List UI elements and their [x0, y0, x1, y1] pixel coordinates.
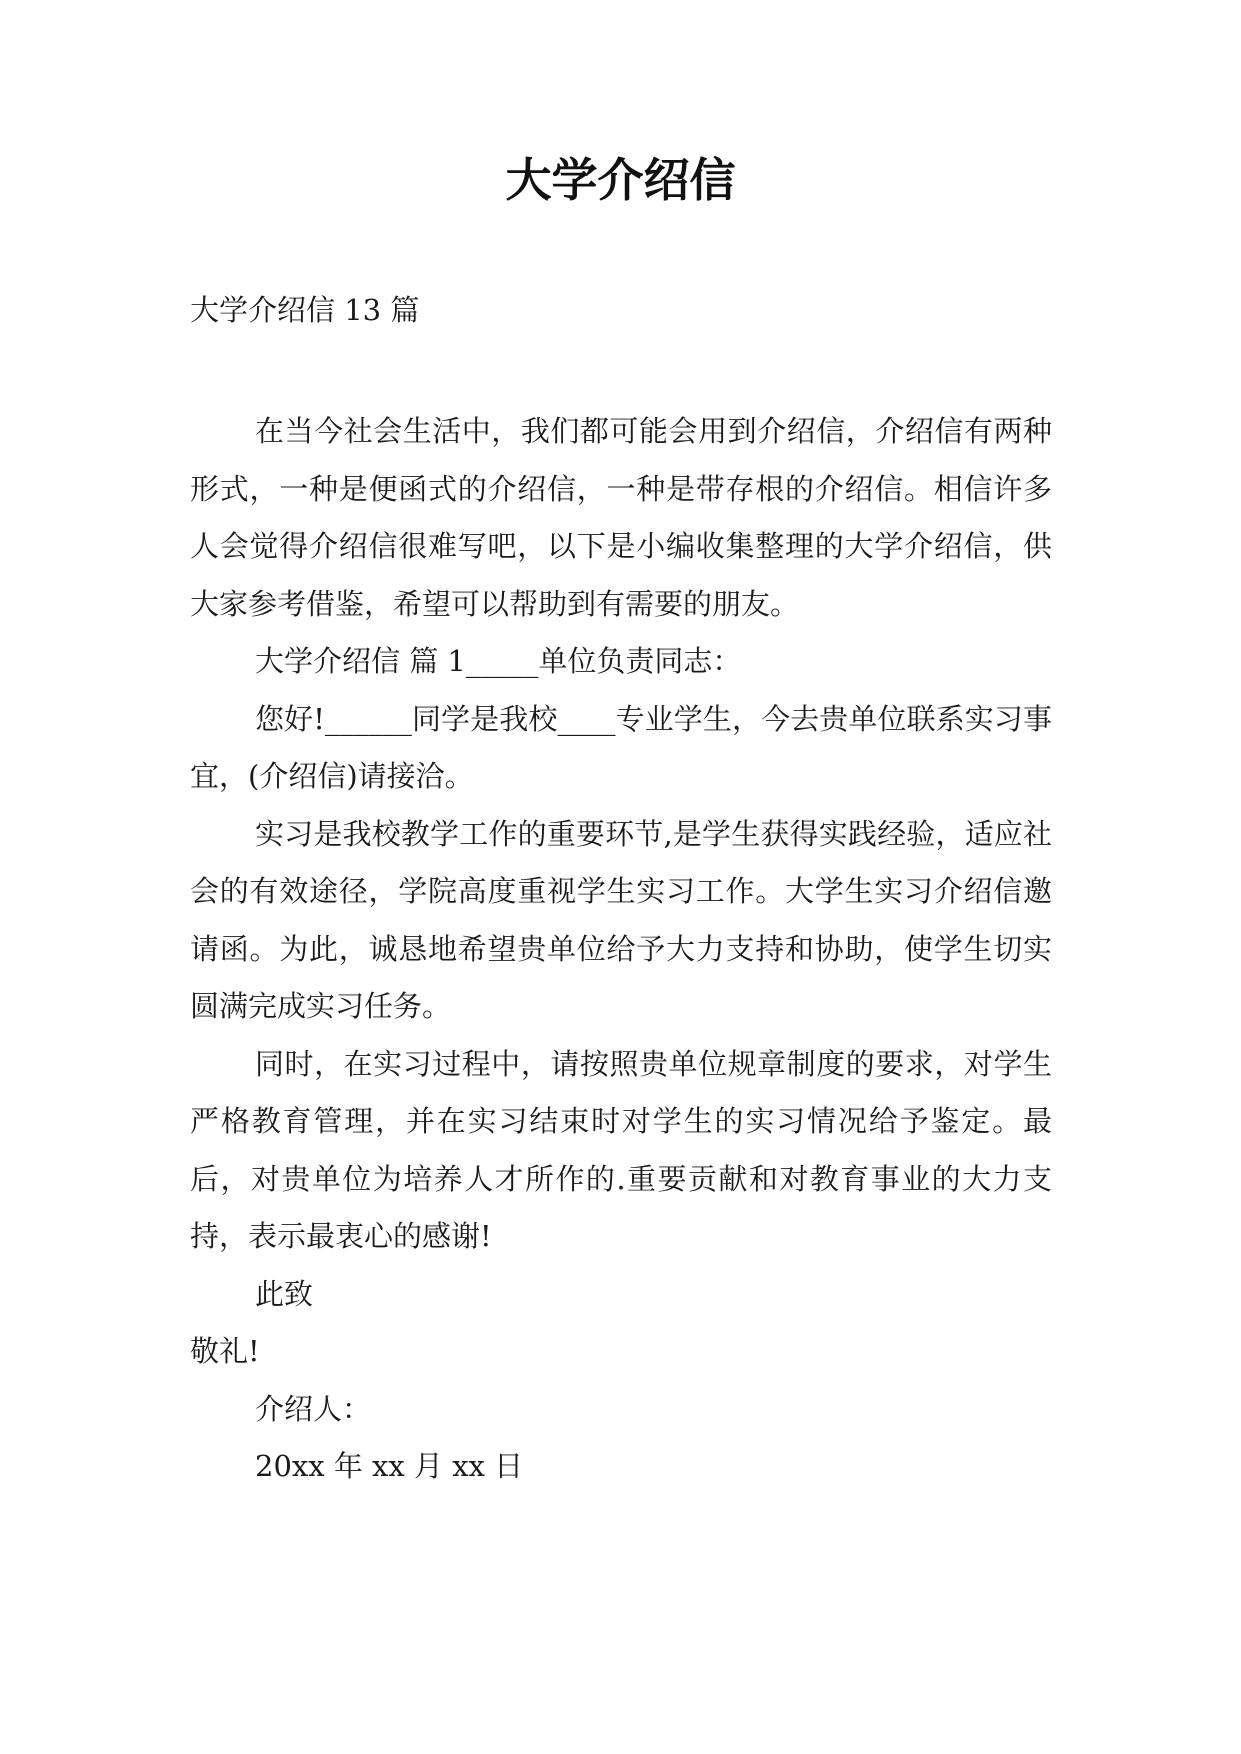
- intro-paragraph: 在当今社会生活中，我们都可能会用到介绍信，介绍信有两种形式，一种是便函式的介绍信，一种是带存根的介绍信。相信许多人会觉得介绍信很难写吧，以下是小编收集整理的大学介绍信，供大家参考借鉴，希望可以帮助到有需要的朋友。: [190, 414, 1052, 621]
- date-line: 20xx 年 xx 月 xx 日: [255, 1449, 524, 1483]
- body-paragraph: 同时，在实习过程中，请按照贵单位规章制度的要求，对学生严格教育管理，并在实习结束时对学生的实习情况给予鉴定。最后，对贵单位为培养人才所作的.重要贡献和对教育事业的大力支持，表示最衷心的感谢!: [190, 1046, 1052, 1253]
- letter-heading: 大学介绍信 篇 1_____单位负责同志：: [255, 644, 742, 678]
- document-body: [190, 403, 1052, 1496]
- greeting-paragraph: 您好!______同学是我校____专业学生，今去贵单位联系实习事宜，(介绍信)请接洽。: [190, 701, 1052, 793]
- signer-line: 介绍人：: [255, 1391, 372, 1426]
- document-title: 大学介绍信: [505, 153, 736, 207]
- body-paragraph: 实习是我校教学工作的重要环节,是学生获得实践经验，适应社会的有效途径，学院高度重视学生实习工作。大学生实习介绍信邀请函。为此，诚恳地希望贵单位给予大力支持和协助，使学生切实圆满完成实习任务。: [190, 816, 1052, 1023]
- closing-line: 此致: [255, 1276, 314, 1311]
- document-subtitle: 大学介绍信 13 篇: [190, 293, 420, 327]
- salutation-line: 敬礼!: [190, 1334, 260, 1368]
